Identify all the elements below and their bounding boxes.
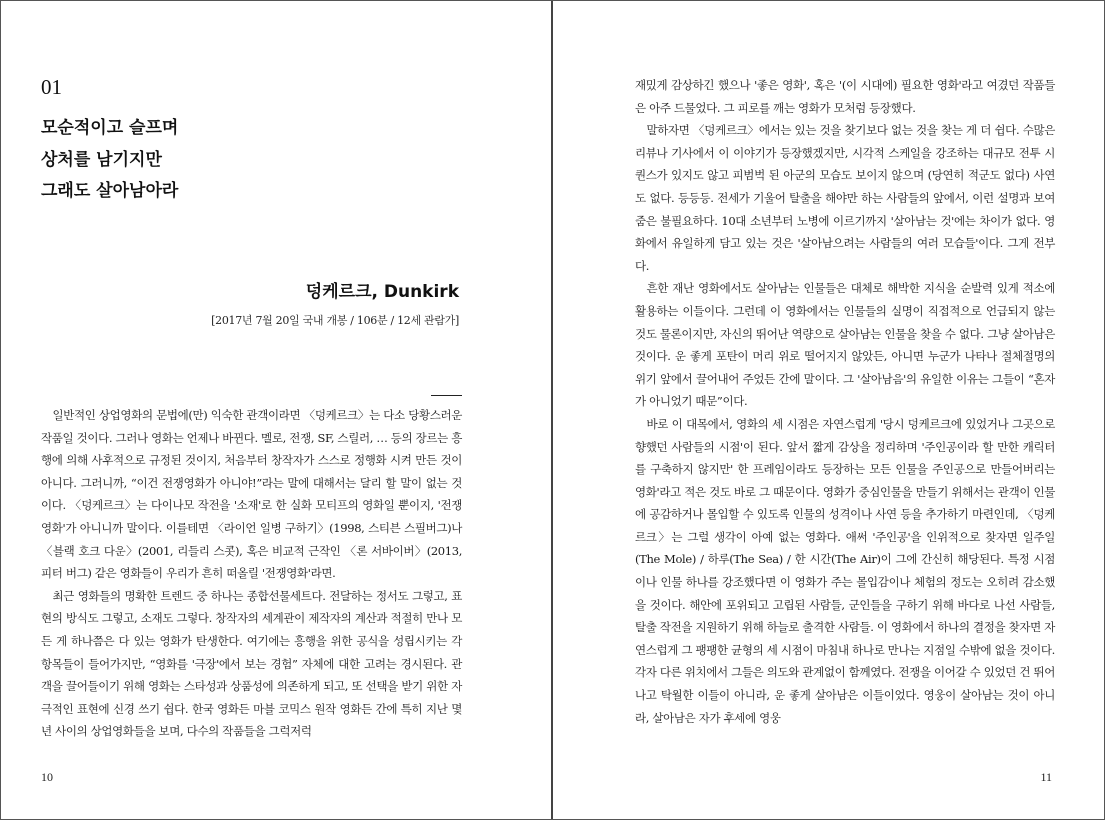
paragraph: 바로 이 대목에서, 영화의 세 시점은 자연스럽게 '당시 덩케르크에 있었거나 그곳으로 향했던 사람들의 시점'이 된다. 앞서 짧게 감상을 정리하며 '주인공이라 할 만한 캐릭터를 구축하지 않지만' 한 프레임이라도 등장하는 모든 인물을 주인공으로 만들어버리는 영화'라고 적은 것도 바로 그 때문이다. 영화가 중심인물을 만들기 위해서는 관객이 인물에 공감하거나 몰입할 수 있도록 인물의 성격이나 사연 등을 추가하기 마련인데, 〈덩케르크〉는 그럴 생각이 아예 없는 영화다. 애써 '주인공'을 인위적으로 찾자면 일주일(The Mole) / 하루(The Sea) / 한 시간(The Air)이 그에 간신히 해당된다. 특정 시점이나 인물 하나를 강조했다면 이 영화가 주는 몰입감이나 체험의 정도는 오히려 감소했을 것이다. 해안에 포위되고 고립된 사람들, 군인들을 구하기 위해 바다로 나선 사람들, 탈출 작전을 지원하기 위해 하늘로 출격한 사람들. 이 영화에서 하나의 결정을 찾자면 자연스럽게 그 팽팽한 균형의 세 시점이 마침내 하나로 만나는 지점일 수밖에 없을 것이다. 각자 다른 위치에서 그들은 의도와 관계없이 함께였다. 전쟁을 이어갈 수 있었던 건 뛰어나고 탁월한 이들이 아니라, 운 좋게 살아남은 이들이었다. 영웅이 살아남는 것이 아니라, 살아남은 자가 후세에 영웅 — [635, 416, 1055, 725]
section-rule — [431, 395, 462, 396]
chapter-title-line: 모순적이고 슬프며 — [41, 118, 179, 138]
paragraph: 말하자면 〈덩케르크〉에서는 있는 것을 찾기보다 없는 것을 찾는 게 더 쉽다. 수많은 리뷰나 기사에서 이 이야기가 등장했겠지만, 시각적 스케일을 강조하는 대규모 전투 시퀀스가 있지도 않고 피범벅 된 아군의 모습도 보이지 않으며 (당연히 적군도 없다) 사연도 없다. 등등등. 전세가 기울어 탈출을 해야만 하는 사람들의 앞에서, 이런 설명과 보여줌은 불필요하다. 10대 소년부터 노병에 이르기까지 '살아남는 것'에는 차이가 없다. 영화에서 유일하게 담고 있는 것은 '살아남으려는 사람들의 여러 모습들'이다. 그게 전부다. — [635, 123, 1055, 273]
left-body-text — [41, 404, 462, 743]
right-page — [555, 1, 1104, 819]
left-page — [1, 1, 553, 819]
paragraph: 재밌게 감상하긴 했으나 '좋은 영화', 혹은 '(이 시대에) 필요한 영화'라고 여겼던 작품들은 아주 드물었다. 그 피로를 깨는 영화가 모처럼 등장했다. — [635, 78, 1055, 115]
chapter-number: 01 — [41, 75, 62, 99]
chapter-title — [41, 113, 178, 208]
page-number: 10 — [41, 770, 53, 784]
paragraph: 최근 영화들의 명확한 트렌드 중 하나는 종합선물세트다. 전달하는 정서도 그렇고, 표현의 방식도 그렇고, 소재도 그렇다. 창작자의 세계관이 제작자의 계산과 적절히 만나 모든 게 하나쯤은 다 있는 영화가 탄생한다. 여기에는 흥행을 위한 공식을 성립시키는 각 항목들이 들어가지만, “영화를 '극장'에서 보는 경험” 자체에 대한 고려는 경시된다. 관객을 끌어들이기 위해 영화는 스타성과 상품성에 의존하게 되고, 또 선택을 받기 위한 자극적인 표현에 신경 쓰기 쉽다. 한국 영화든 마블 코믹스 원작 영화든 간에 특히 지난 몇 년 사이의 상업영화들을 보며, 다수의 작품들을 그럭저럭 — [41, 588, 463, 739]
chapter-title-line: 상처를 남기지만 — [41, 149, 162, 170]
paragraph: 흔한 재난 영화에서도 살아남는 인물들은 대체로 해박한 지식을 순발력 있게 적소에 활용하는 이들이다. 그런데 이 영화에서는 인물들의 실명이 직접적으로 언급되지 않는 것도 물론이지만, 자신의 뛰어난 역량으로 살아남는 인물을 찾을 수 없다. 그냥 살아남은 것이다. 운 좋게 포탄이 머리 위로 떨어지지 않았든, 아니면 누군가 나타나 절체절명의 위기 앞에서 끌어내어 주었든 간에 말이다. 그 '살아남음'의 유일한 이유는 그들이 “혼자가 아니었기 때문”이다. — [635, 281, 1055, 409]
page-number: 11 — [1040, 770, 1052, 784]
film-release-info: [2017년 7월 20일 국내 개봉 / 106분 / 12세 관람가] — [211, 314, 459, 327]
film-title: 덩케르크, Dunkirk — [305, 282, 459, 302]
right-body-text — [635, 74, 1055, 729]
chapter-title-line: 그래도 살아남아라 — [41, 181, 179, 201]
paragraph: 일반적인 상업영화의 문법에(만) 익숙한 관객이라면 〈덩케르크〉는 다소 당황스러운 작품일 것이다. 그러나 영화는 언제나 바뀐다. 멜로, 전쟁, SF, 스릴러, … 등의 장르는 흥행에 의해 사후적으로 규정된 것이지, 처음부터 창작자가 스스로 정행화 시켜 만든 것이 아니다. 그러니까, “이건 전쟁영화가 아니야!”라는 말에 대해서는 달리 할 말이 없는 것이다. 〈덩케르크〉는 다이나모 작전을 '소재'로 한 실화 모티프의 영화일 뿐이지, '전쟁영화'가 아니니까 말이다. 이를테면 〈라이언 일병 구하기〉(1998, 스티븐 스필버그)나 〈블랙 호크 다운〉(2001, 리들리 스콧), 혹은 비교적 근작인 〈론 서바이버〉(2013, 피터 버그) 같은 영화들이 우리가 흔히 떠올릴 '전쟁영화'라면. — [41, 408, 462, 581]
